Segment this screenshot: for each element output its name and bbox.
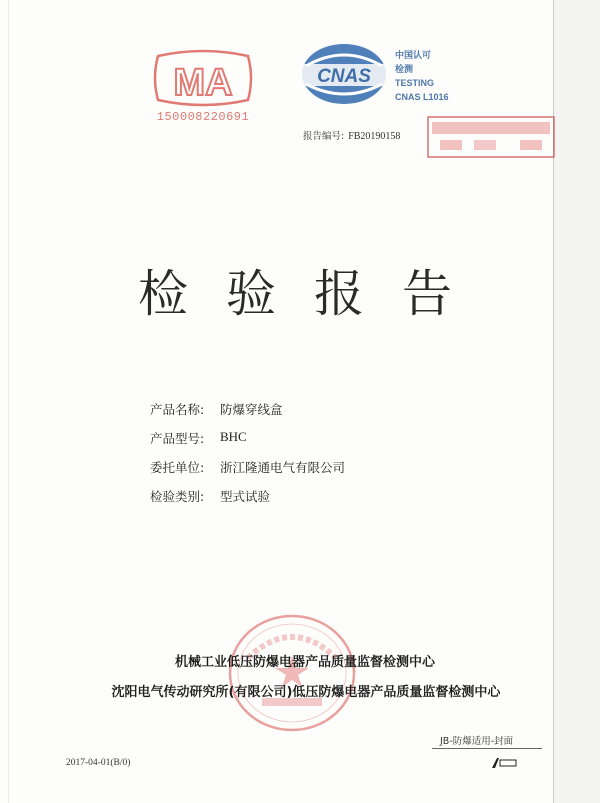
cnas-line: CNAS L1016 bbox=[395, 92, 449, 102]
field-label: 产品型号: bbox=[150, 431, 205, 446]
field-value: 浙江隆通电气有限公司 bbox=[220, 460, 346, 475]
footer-mark-icon bbox=[491, 757, 517, 769]
report-number-label: 报告编号: bbox=[303, 131, 345, 142]
field-value: 型式试验 bbox=[220, 489, 271, 504]
round-seal-stamp-icon bbox=[226, 612, 358, 734]
title-char: 报 bbox=[314, 265, 364, 323]
cnas-caption bbox=[395, 48, 449, 104]
cnas-line: 中国认可 bbox=[395, 50, 432, 60]
footer-divider bbox=[432, 748, 542, 749]
organization-name-full: 沈阳电气传动研究所(有限公司)低压防爆电器产品质量监督检测中心 bbox=[111, 685, 501, 700]
rectangular-seal-stamp-icon bbox=[426, 114, 556, 160]
cnas-accreditation-logo-icon bbox=[298, 40, 390, 108]
report-number bbox=[303, 128, 400, 142]
cnas-line: 检测 bbox=[395, 64, 414, 74]
ma-certification-logo-icon bbox=[148, 48, 258, 126]
field-label: 委托单位: bbox=[150, 460, 205, 475]
organization-line-1 bbox=[0, 651, 600, 670]
organization-line-2 bbox=[0, 681, 600, 700]
report-title bbox=[130, 255, 460, 325]
report-number-value: FB20190158 bbox=[348, 131, 401, 142]
organization-name: 机械工业低压防爆电器产品质量监督检测中心 bbox=[174, 655, 435, 670]
field-value: 防爆穿线盒 bbox=[220, 402, 283, 417]
field-value: BHC bbox=[220, 429, 247, 444]
footer-logo-icon bbox=[491, 757, 517, 771]
cnas-line: TESTING bbox=[395, 78, 435, 88]
field-label: 产品名称: bbox=[150, 402, 205, 417]
footer-date: 2017-04-01(B/0) bbox=[66, 758, 131, 768]
ma-number: 150008220691 bbox=[156, 110, 250, 124]
svg-text:CNAS: CNAS bbox=[317, 66, 371, 87]
title-char: 告 bbox=[402, 265, 452, 323]
title-char: 验 bbox=[226, 265, 276, 323]
field-label: 检验类别: bbox=[150, 489, 205, 504]
svg-text:MA: MA bbox=[173, 62, 233, 104]
title-char: 检 bbox=[138, 265, 188, 323]
cover-form-label: JB-防爆适用-封面 bbox=[440, 736, 514, 747]
